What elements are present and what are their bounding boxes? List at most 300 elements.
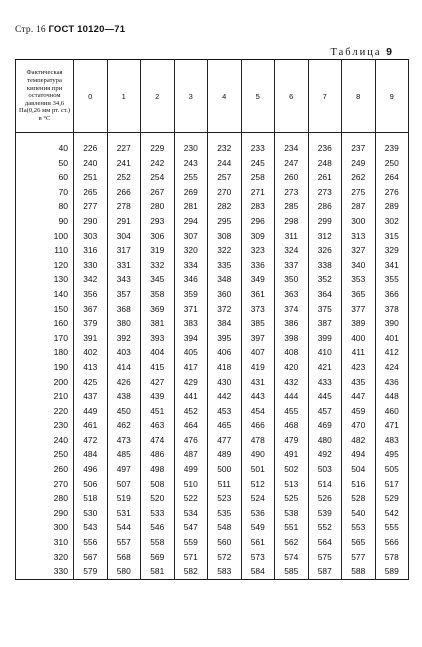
value-cell: 506 [74,477,108,492]
value-cell: 335 [208,258,242,273]
value-cell: 587 [308,564,342,579]
value-cell: 547 [174,520,208,535]
table-title-number: 9 [386,46,392,58]
value-cell: 350 [275,272,309,287]
value-cell: 588 [342,564,376,579]
value-cell: 508 [141,477,175,492]
temperature-cell: 190 [16,360,74,375]
value-cell: 483 [375,433,409,448]
value-cell: 276 [375,185,409,200]
value-cell: 286 [308,199,342,214]
temperature-cell: 310 [16,535,74,550]
value-cell: 482 [342,433,376,448]
value-cell: 329 [375,243,409,258]
value-cell: 393 [141,331,175,346]
value-cell: 403 [107,345,141,360]
temperature-cell: 290 [16,506,74,521]
temperature-cell: 140 [16,287,74,302]
value-cell: 330 [74,258,108,273]
value-cell: 290 [74,214,108,229]
value-cell: 492 [308,447,342,462]
value-cell: 433 [308,375,342,390]
value-cell: 579 [74,564,108,579]
value-cell: 546 [141,520,175,535]
value-cell: 307 [174,229,208,244]
temperature-cell: 330 [16,564,74,579]
table-row [16,418,409,433]
value-cell: 304 [107,229,141,244]
table-row [16,287,409,302]
value-cell: 317 [107,243,141,258]
value-cell: 462 [107,418,141,433]
value-cell: 377 [342,302,376,317]
value-cell: 255 [174,170,208,185]
value-cell: 565 [342,535,376,550]
column-header: 2 [141,60,175,133]
value-cell: 491 [275,447,309,462]
value-cell: 517 [375,477,409,492]
table-row [16,170,409,185]
value-cell: 267 [141,185,175,200]
value-cell: 249 [342,156,376,171]
value-cell: 585 [275,564,309,579]
value-cell: 552 [308,520,342,535]
value-cell: 452 [174,404,208,419]
value-cell: 236 [308,141,342,156]
value-cell: 526 [308,491,342,506]
value-cell: 558 [141,535,175,550]
value-cell: 269 [174,185,208,200]
value-cell: 401 [375,331,409,346]
value-cell: 359 [174,287,208,302]
value-cell: 285 [275,199,309,214]
value-cell: 240 [74,156,108,171]
table-row [16,141,409,156]
value-cell: 561 [241,535,275,550]
value-cell: 432 [275,375,309,390]
page-header [15,24,125,35]
value-cell: 381 [141,316,175,331]
temperature-cell: 240 [16,433,74,448]
value-cell: 237 [342,141,376,156]
temperature-cell: 150 [16,302,74,317]
value-cell: 398 [275,331,309,346]
table-row [16,389,409,404]
value-cell: 473 [107,433,141,448]
value-cell: 270 [208,185,242,200]
value-cell: 415 [141,360,175,375]
temperature-cell: 230 [16,418,74,433]
value-cell: 464 [174,418,208,433]
temperature-cell: 170 [16,331,74,346]
table-row [16,229,409,244]
value-cell: 497 [107,462,141,477]
temperature-cell: 250 [16,447,74,462]
value-cell: 444 [275,389,309,404]
value-cell: 392 [107,331,141,346]
value-cell: 294 [174,214,208,229]
value-cell: 463 [141,418,175,433]
value-cell: 453 [208,404,242,419]
value-cell: 578 [375,550,409,565]
value-cell: 385 [241,316,275,331]
value-cell: 436 [375,375,409,390]
value-cell: 449 [74,404,108,419]
value-cell: 461 [74,418,108,433]
value-cell: 391 [74,331,108,346]
value-cell: 543 [74,520,108,535]
value-cell: 573 [241,550,275,565]
value-cell: 534 [174,506,208,521]
value-cell: 229 [141,141,175,156]
temperature-cell: 80 [16,199,74,214]
value-cell: 439 [141,389,175,404]
value-cell: 291 [107,214,141,229]
value-cell: 450 [107,404,141,419]
temperature-cell: 270 [16,477,74,492]
value-cell: 455 [275,404,309,419]
table-row [16,185,409,200]
value-cell: 410 [308,345,342,360]
temperature-cell: 280 [16,491,74,506]
value-cell: 262 [342,170,376,185]
value-cell: 402 [74,345,108,360]
table-body [16,133,409,580]
temperature-cell: 60 [16,170,74,185]
value-cell: 230 [174,141,208,156]
value-cell: 383 [174,316,208,331]
value-cell: 233 [241,141,275,156]
value-cell: 348 [208,272,242,287]
value-cell: 489 [208,447,242,462]
value-cell: 342 [74,272,108,287]
column-header: 7 [308,60,342,133]
value-cell: 308 [208,229,242,244]
value-cell: 504 [342,462,376,477]
value-cell: 293 [141,214,175,229]
value-cell: 572 [208,550,242,565]
table-row [16,331,409,346]
column-header: 6 [275,60,309,133]
value-cell: 484 [74,447,108,462]
column-header: 4 [208,60,242,133]
value-cell: 529 [375,491,409,506]
value-cell: 338 [308,258,342,273]
table-row [16,316,409,331]
value-cell: 295 [208,214,242,229]
value-cell: 505 [375,462,409,477]
value-cell: 564 [308,535,342,550]
table-row [16,491,409,506]
value-cell: 495 [375,447,409,462]
table-row [16,345,409,360]
value-cell: 412 [375,345,409,360]
value-cell: 494 [342,447,376,462]
value-cell: 510 [174,477,208,492]
value-cell: 353 [342,272,376,287]
value-cell: 516 [342,477,376,492]
value-cell: 384 [208,316,242,331]
value-cell: 244 [208,156,242,171]
value-cell: 277 [74,199,108,214]
value-cell: 567 [74,550,108,565]
value-cell: 243 [174,156,208,171]
value-cell: 575 [308,550,342,565]
value-cell: 365 [342,287,376,302]
value-cell: 490 [241,447,275,462]
value-cell: 518 [74,491,108,506]
value-cell: 394 [174,331,208,346]
value-cell: 234 [275,141,309,156]
value-cell: 346 [174,272,208,287]
value-cell: 341 [375,258,409,273]
value-cell: 252 [107,170,141,185]
value-cell: 468 [275,418,309,433]
temperature-cell: 120 [16,258,74,273]
column-header: 5 [241,60,275,133]
temperature-cell: 200 [16,375,74,390]
table-title [330,46,392,58]
value-cell: 470 [342,418,376,433]
value-cell: 327 [342,243,376,258]
value-cell: 315 [375,229,409,244]
value-cell: 478 [241,433,275,448]
temperature-cell: 50 [16,156,74,171]
value-cell: 399 [308,331,342,346]
value-cell: 511 [208,477,242,492]
value-cell: 486 [141,447,175,462]
value-cell: 513 [275,477,309,492]
value-cell: 460 [375,404,409,419]
table-row [16,447,409,462]
value-cell: 361 [241,287,275,302]
value-cell: 577 [342,550,376,565]
value-cell: 437 [74,389,108,404]
value-cell: 324 [275,243,309,258]
value-cell: 357 [107,287,141,302]
value-cell: 528 [342,491,376,506]
temperature-cell: 260 [16,462,74,477]
page-label: Стр. 16 [15,25,46,35]
value-cell: 413 [74,360,108,375]
value-cell: 242 [141,156,175,171]
value-cell: 466 [241,418,275,433]
temperature-cell: 130 [16,272,74,287]
value-cell: 523 [208,491,242,506]
value-cell: 496 [74,462,108,477]
value-cell: 472 [74,433,108,448]
column-header: 8 [342,60,376,133]
value-cell: 498 [141,462,175,477]
value-cell: 420 [275,360,309,375]
value-cell: 553 [342,520,376,535]
value-cell: 424 [375,360,409,375]
value-cell: 559 [174,535,208,550]
value-cell: 289 [375,199,409,214]
table-row [16,477,409,492]
value-cell: 248 [308,156,342,171]
value-cell: 454 [241,404,275,419]
value-cell: 471 [375,418,409,433]
temperature-cell: 180 [16,345,74,360]
value-cell: 476 [174,433,208,448]
value-cell: 465 [208,418,242,433]
value-cell: 474 [141,433,175,448]
value-cell: 451 [141,404,175,419]
value-cell: 507 [107,477,141,492]
value-cell: 356 [74,287,108,302]
value-cell: 395 [208,331,242,346]
value-cell: 407 [241,345,275,360]
value-cell: 323 [241,243,275,258]
column-header: 0 [74,60,108,133]
column-header-temperature: Фактическая температура кипения при остаточном давлении 34,6 Па(0,26 мм рт. ст.) в °С [16,60,74,133]
value-cell: 352 [308,272,342,287]
value-cell: 431 [241,375,275,390]
value-cell: 487 [174,447,208,462]
value-cell: 514 [308,477,342,492]
value-cell: 313 [342,229,376,244]
value-cell: 337 [275,258,309,273]
value-cell: 522 [174,491,208,506]
table-row [16,243,409,258]
value-cell: 524 [241,491,275,506]
value-cell: 519 [107,491,141,506]
value-cell: 531 [107,506,141,521]
value-cell: 551 [275,520,309,535]
value-cell: 280 [141,199,175,214]
value-cell: 556 [74,535,108,550]
table-row [16,506,409,521]
value-cell: 374 [275,302,309,317]
value-cell: 378 [375,302,409,317]
value-cell: 589 [375,564,409,579]
value-cell: 369 [141,302,175,317]
value-cell: 386 [275,316,309,331]
value-cell: 435 [342,375,376,390]
value-cell: 334 [174,258,208,273]
table-row [16,375,409,390]
value-cell: 326 [308,243,342,258]
value-cell: 557 [107,535,141,550]
value-cell: 581 [141,564,175,579]
table-row [16,433,409,448]
value-cell: 533 [141,506,175,521]
value-cell: 343 [107,272,141,287]
table-row [16,550,409,565]
value-cell: 548 [208,520,242,535]
value-cell: 555 [375,520,409,535]
value-cell: 254 [141,170,175,185]
temperature-cell: 90 [16,214,74,229]
value-cell: 316 [74,243,108,258]
value-cell: 320 [174,243,208,258]
value-cell: 525 [275,491,309,506]
value-cell: 312 [308,229,342,244]
value-cell: 387 [308,316,342,331]
value-cell: 247 [275,156,309,171]
value-cell: 355 [375,272,409,287]
value-cell: 535 [208,506,242,521]
temperature-cell: 70 [16,185,74,200]
table-header-row [16,60,409,133]
value-cell: 539 [308,506,342,521]
value-cell: 250 [375,156,409,171]
value-cell: 261 [308,170,342,185]
value-cell: 568 [107,550,141,565]
value-cell: 390 [375,316,409,331]
value-cell: 418 [208,360,242,375]
table-row [16,360,409,375]
value-cell: 477 [208,433,242,448]
boiling-point-table [15,59,409,580]
value-cell: 500 [208,462,242,477]
value-cell: 251 [74,170,108,185]
value-cell: 283 [241,199,275,214]
table-row [16,462,409,477]
value-cell: 571 [174,550,208,565]
value-cell: 303 [74,229,108,244]
value-cell: 349 [241,272,275,287]
value-cell: 417 [174,360,208,375]
value-cell: 584 [241,564,275,579]
value-cell: 336 [241,258,275,273]
column-header: 3 [174,60,208,133]
value-cell: 400 [342,331,376,346]
table-row [16,214,409,229]
value-cell: 430 [208,375,242,390]
value-cell: 411 [342,345,376,360]
value-cell: 480 [308,433,342,448]
value-cell: 319 [141,243,175,258]
value-cell: 358 [141,287,175,302]
value-cell: 479 [275,433,309,448]
value-cell: 538 [275,506,309,521]
value-cell: 296 [241,214,275,229]
value-cell: 562 [275,535,309,550]
value-cell: 375 [308,302,342,317]
value-cell: 574 [275,550,309,565]
table-spacer-row [16,133,409,142]
value-cell: 379 [74,316,108,331]
temperature-cell: 100 [16,229,74,244]
value-cell: 530 [74,506,108,521]
temperature-cell: 40 [16,141,74,156]
value-cell: 226 [74,141,108,156]
table-row [16,535,409,550]
table-row [16,199,409,214]
value-cell: 299 [308,214,342,229]
value-cell: 232 [208,141,242,156]
value-cell: 520 [141,491,175,506]
value-cell: 332 [141,258,175,273]
value-cell: 282 [208,199,242,214]
value-cell: 309 [241,229,275,244]
table-row [16,520,409,535]
value-cell: 499 [174,462,208,477]
column-header: 1 [107,60,141,133]
value-cell: 549 [241,520,275,535]
value-cell: 406 [208,345,242,360]
value-cell: 260 [275,170,309,185]
value-cell: 512 [241,477,275,492]
value-cell: 258 [241,170,275,185]
value-cell: 459 [342,404,376,419]
value-cell: 278 [107,199,141,214]
table-row [16,302,409,317]
value-cell: 419 [241,360,275,375]
value-cell: 241 [107,156,141,171]
